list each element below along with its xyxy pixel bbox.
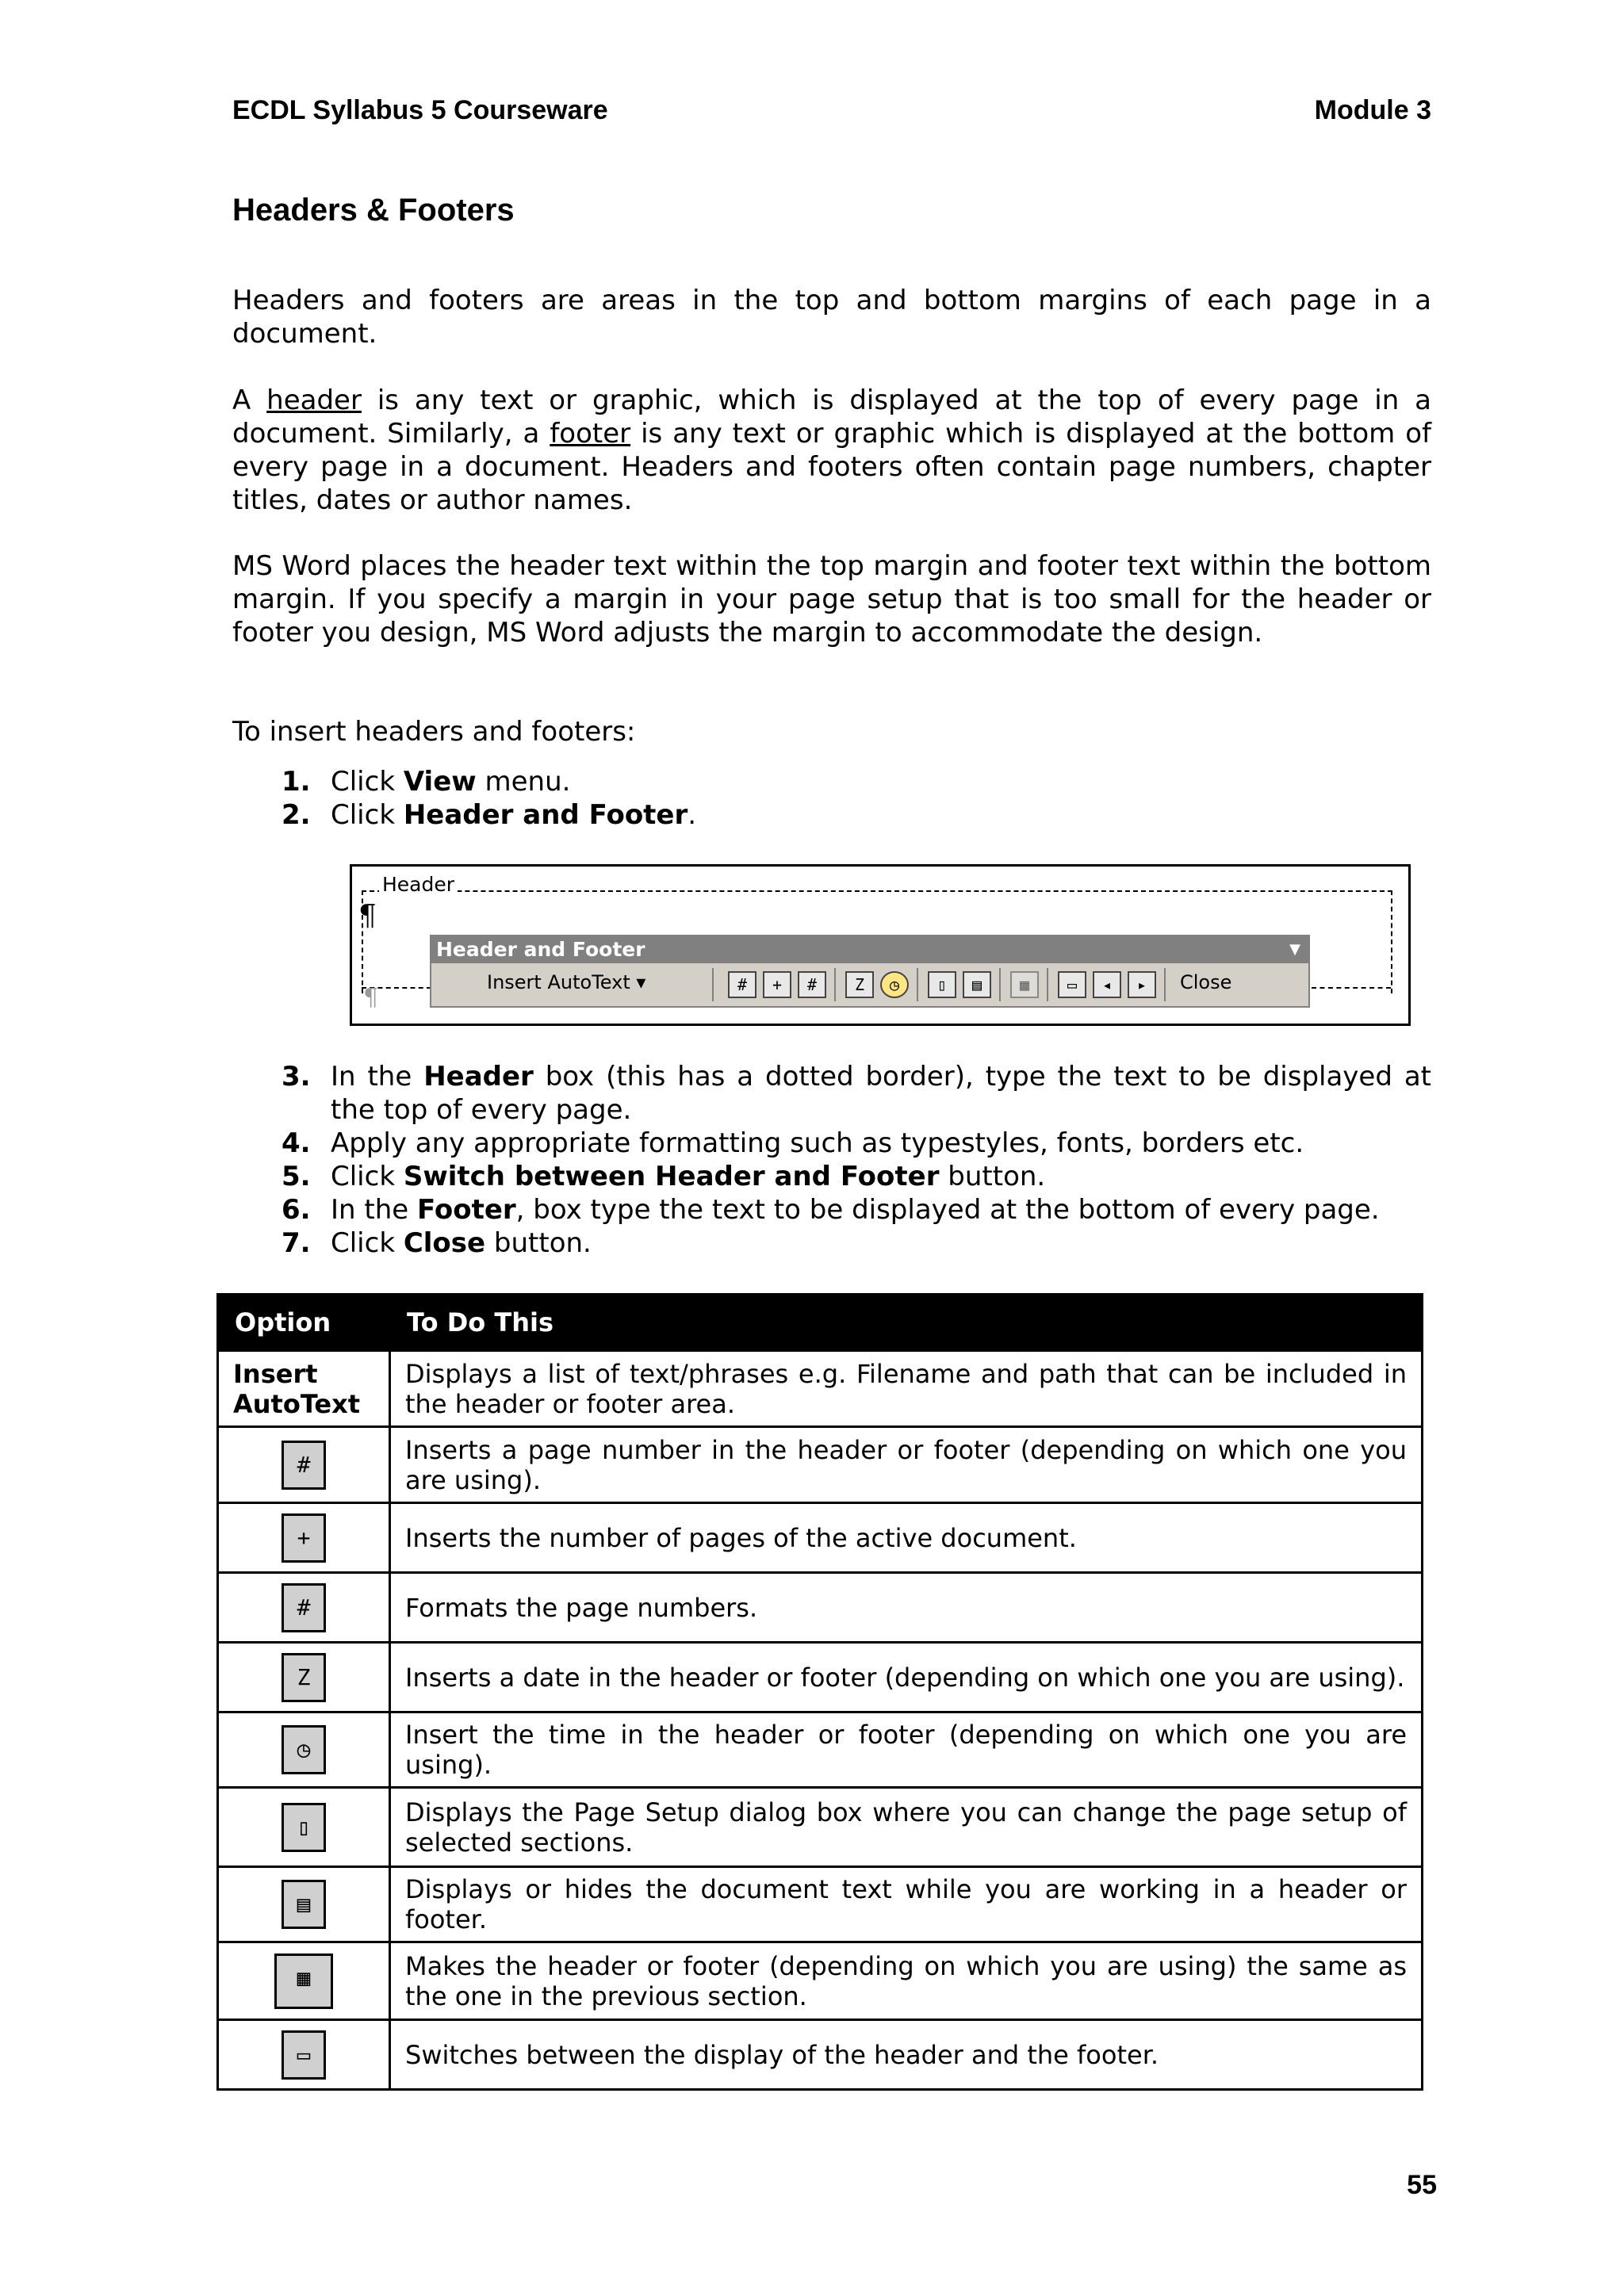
- header-footer-screenshot: [350, 864, 1411, 1026]
- desc-cell: Insert the time in the header or footer (depending on which one you are using).: [390, 1712, 1423, 1788]
- step-number: 4.: [282, 1127, 311, 1159]
- insert-time-icon[interactable]: ◷: [880, 971, 909, 998]
- paragraph-1: Headers and footers are areas in the top and bottom margins of each page in a document.: [232, 285, 1431, 350]
- step-item: [282, 1160, 1431, 1193]
- step-item: [282, 1193, 1431, 1226]
- paragraph-3: MS Word places the header text within the top margin and footer text within the bottom margin. If you specify a margin in your page setup that is too small for the header or footer you design, MS Word adjusts the margin to accommodate the design.: [232, 550, 1431, 649]
- show-previous-icon[interactable]: ◂: [1093, 971, 1121, 998]
- step-text: Click: [331, 799, 404, 831]
- header-area-label: Header: [379, 873, 458, 896]
- header-left: ECDL Syllabus 5 Courseware: [232, 95, 608, 125]
- table-row: [218, 1643, 1423, 1712]
- option-cell: Insert AutoText: [218, 1351, 390, 1427]
- options-table: [216, 1293, 1423, 2091]
- table-row: [218, 1503, 1423, 1573]
- step-bold: Switch between Header and Footer: [403, 1161, 940, 1192]
- show-hide-document-text-icon[interactable]: ▤: [963, 971, 991, 998]
- step-item: [282, 1226, 1431, 1260]
- desc-cell: Displays or hides the document text while you are working in a header or footer.: [390, 1867, 1423, 1942]
- format-page-number-icon: #: [282, 1583, 326, 1632]
- step-bold: Close: [403, 1227, 486, 1259]
- header-term: header: [266, 385, 362, 416]
- steps-list-b: [282, 1060, 1431, 1260]
- col-todo-header: To Do This: [390, 1295, 1423, 1351]
- col-option-header: Option: [218, 1295, 390, 1351]
- step-number: 6.: [282, 1194, 311, 1226]
- page-number: 55: [1407, 2170, 1437, 2200]
- step-text: Apply any appropriate formatting such as typestyles, fonts, borders etc.: [331, 1127, 1304, 1159]
- table-row: [218, 1942, 1423, 2020]
- step-bold: Header and Footer: [403, 799, 688, 831]
- toolbar-separator: [917, 968, 918, 1001]
- step-text: , box type the text to be displayed at the bottom of every page.: [515, 1194, 1380, 1226]
- step-bold: Header: [423, 1061, 534, 1093]
- option-cell: [218, 2020, 390, 2090]
- option-cell: [218, 1712, 390, 1788]
- step-text: button.: [485, 1227, 592, 1259]
- desc-cell: Makes the header or footer (depending on which you are using) the same as the one in the previous section.: [390, 1942, 1423, 2020]
- step-bold: Footer: [417, 1194, 516, 1226]
- step-item: [282, 1060, 1431, 1127]
- show-hide-document-text-icon: ▤: [282, 1880, 326, 1929]
- toolbar-buttons: [431, 963, 1308, 1006]
- option-cell: [218, 1573, 390, 1643]
- desc-cell: Inserts a page number in the header or footer (depending on which one you are using).: [390, 1427, 1423, 1503]
- step-text: menu.: [476, 766, 571, 798]
- step-number: 7.: [282, 1227, 311, 1259]
- option-cell: [218, 1942, 390, 2020]
- step-number: 1.: [282, 766, 311, 798]
- step-text: .: [688, 799, 697, 831]
- intro-text: To insert headers and footers:: [232, 716, 636, 748]
- step-bold: View: [403, 766, 477, 798]
- toolbar-title: Header and Footer: [436, 938, 645, 961]
- option-cell: [218, 1427, 390, 1503]
- insert-page-number-icon[interactable]: #: [728, 971, 756, 998]
- option-cell: [218, 1788, 390, 1867]
- option-cell: [218, 1503, 390, 1573]
- format-page-number-icon[interactable]: #: [798, 971, 826, 998]
- paragraph-mark-icon: ¶: [358, 900, 377, 932]
- toolbar-separator: [1047, 968, 1048, 1001]
- desc-cell: Displays a list of text/phrases e.g. Filename and path that can be included in the header or footer area.: [390, 1351, 1423, 1427]
- desc-cell: Inserts the number of pages of the active document.: [390, 1503, 1423, 1573]
- show-next-icon[interactable]: ▸: [1128, 971, 1156, 998]
- desc-cell: Formats the page numbers.: [390, 1573, 1423, 1643]
- paragraph-mark-icon: ¶: [363, 984, 379, 1012]
- switch-header-footer-icon: ▭: [282, 2030, 326, 2080]
- insert-page-number-icon: #: [282, 1441, 326, 1490]
- insert-time-icon: ◷: [282, 1725, 326, 1774]
- option-cell: [218, 1643, 390, 1712]
- toolbar-separator: [834, 968, 836, 1001]
- toolbar-separator: [1164, 968, 1166, 1001]
- step-number: 2.: [282, 799, 311, 831]
- step-text: In the: [331, 1061, 424, 1093]
- p2-b: is any text or graphic, which is displayed at the top of every page in a document. Similarly, a: [232, 385, 1431, 450]
- toolbar-menu-arrow-icon[interactable]: ▼: [1289, 941, 1300, 958]
- same-as-previous-icon[interactable]: ▦: [1010, 971, 1039, 998]
- step-text: button.: [939, 1161, 1046, 1192]
- page-setup-icon: ▯: [282, 1803, 326, 1852]
- p2-a: A: [232, 385, 267, 416]
- toolbar-title-bar: [431, 936, 1308, 963]
- step-item: [282, 798, 1431, 832]
- step-number: 3.: [282, 1061, 311, 1093]
- desc-cell: Switches between the display of the header and the footer.: [390, 2020, 1423, 2090]
- table-row: [218, 1573, 1423, 1643]
- table-row: [218, 1351, 1423, 1427]
- step-item: [282, 765, 1431, 798]
- table-row: [218, 1867, 1423, 1942]
- insert-number-of-pages-icon[interactable]: +: [763, 971, 791, 998]
- table-row: [218, 2020, 1423, 2090]
- desc-cell: Displays the Page Setup dialog box where you can change the page setup of selected sections.: [390, 1788, 1423, 1867]
- footer-term: footer: [550, 418, 631, 450]
- section-title: Headers & Footers: [232, 193, 515, 228]
- step-text: Click: [331, 1161, 404, 1192]
- close-button[interactable]: Close: [1180, 971, 1232, 993]
- desc-cell: Inserts a date in the header or footer (depending on which one you are using).: [390, 1643, 1423, 1712]
- step-number: 5.: [282, 1161, 311, 1192]
- table-header-row: [218, 1295, 1423, 1351]
- step-text: In the: [331, 1194, 417, 1226]
- page-setup-icon[interactable]: ▯: [928, 971, 956, 998]
- table-row: [218, 1712, 1423, 1788]
- toolbar-separator: [999, 968, 1001, 1001]
- header-area-border-bottom: [1312, 987, 1391, 989]
- step-text: box (this has a dotted border), type the text to be displayed at the top of every page.: [331, 1061, 1431, 1126]
- insert-number-of-pages-icon: +: [282, 1513, 326, 1563]
- step-item: [282, 1127, 1431, 1160]
- paragraph-2: [232, 384, 1431, 517]
- header-footer-toolbar: [430, 935, 1310, 1008]
- header-right: Module 3: [1314, 95, 1431, 125]
- option-cell: [218, 1867, 390, 1942]
- table-row: [218, 1788, 1423, 1867]
- p2-c: is any text or graphic which is displayed at the bottom of every page in a document. Headers and footers often contain page numbers, chapter titles, dates or author names.: [232, 418, 1432, 516]
- step-text: Click: [331, 1227, 404, 1259]
- insert-autotext-button[interactable]: Insert AutoText ▾: [487, 971, 646, 993]
- toolbar-separator: [712, 968, 714, 1001]
- insert-date-icon[interactable]: Z: [845, 971, 874, 998]
- steps-list-a: [282, 765, 1431, 832]
- insert-date-icon: Z: [282, 1653, 326, 1702]
- step-text: Click: [331, 766, 404, 798]
- switch-header-footer-icon[interactable]: ▭: [1058, 971, 1086, 998]
- table-row: [218, 1427, 1423, 1503]
- same-as-previous-icon: ▦: [274, 1954, 333, 2009]
